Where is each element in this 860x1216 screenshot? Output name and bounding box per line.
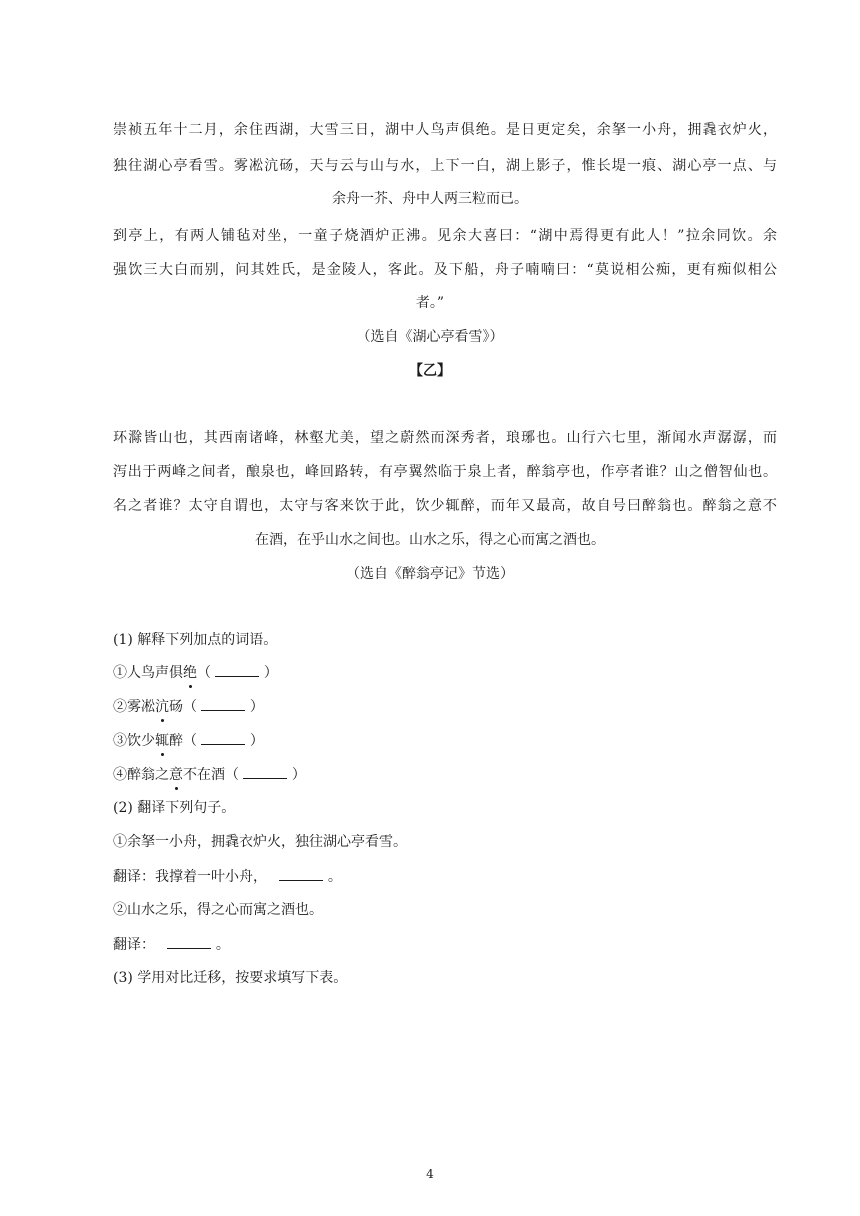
translation-prefix: 翻译：我撑着一叶小舟， (113, 869, 267, 885)
question-2-sentence-1: ①余拏一小舟，拥毳衣炉火，独往湖心亭看雪。 (113, 834, 407, 850)
passage-jia-line-3: 余舟一芥、舟中人两三粒而已。 (332, 191, 528, 207)
question-2-translation-2 (113, 934, 230, 954)
item-close: ） (249, 733, 264, 749)
translation-prefix: 翻译： (113, 937, 155, 953)
item-text-before: ④醉翁之 (113, 767, 169, 783)
dotted-word: 辄 (155, 733, 169, 749)
translation-suffix: 。 (215, 937, 230, 953)
answer-blank[interactable] (201, 696, 245, 711)
item-text-after: 砀（ (169, 699, 197, 715)
question-1-item-4 (113, 764, 306, 784)
answer-blank[interactable] (279, 866, 323, 881)
dotted-word: 意 (169, 767, 183, 783)
question-3-prompt: (3) 学用对比迁移，按要求填写下表。 (113, 970, 348, 986)
item-text-after: 不在酒（ (183, 767, 239, 783)
dotted-word: 沆 (155, 699, 169, 715)
item-text-after: 醉（ (169, 733, 197, 749)
passage-jia-line-1: 崇祯五年十二月，余住西湖，大雪三日，湖中人鸟声俱绝。是日更定矣，余拏一小舟，拥毳衣炉火， (113, 122, 777, 138)
question-2-translation-1 (113, 866, 342, 886)
item-text-after: （ (197, 665, 211, 681)
item-close: ） (291, 767, 306, 783)
item-text-before: ①人鸟声俱 (113, 665, 183, 681)
passage-yi-line-4: 在酒，在乎山水之间也。山水之乐，得之心而寓之酒也。 (255, 532, 605, 548)
item-close: ） (263, 665, 278, 681)
passage-yi-line-1: 环滁皆山也，其西南诸峰，林壑尤美，望之蔚然而深秀者，琅琊也。山行六七里，渐闻水声潺潺，而 (113, 430, 777, 446)
answer-blank[interactable] (167, 934, 211, 949)
question-1-item-2 (113, 696, 264, 716)
question-2-sentence-2: ②山水之乐，得之心而寓之酒也。 (113, 902, 323, 918)
passage-jia-line-4: 到亭上，有两人铺毡对坐，一童子烧酒炉正沸。见余大喜曰：“湖中焉得更有此人！”拉余同饮。余 (113, 228, 777, 244)
answer-blank[interactable] (243, 764, 287, 779)
passage-jia-source: （选自《湖心亭看雪》） (356, 329, 504, 345)
question-1-item-1 (113, 662, 278, 682)
answer-blank[interactable] (201, 730, 245, 745)
page-number: 4 (426, 1167, 434, 1181)
passage-jia-line-2: 独往湖心亭看雪。雾凇沆砀，天与云与山与水，上下一白，湖上影子，惟长堤一痕、湖心亭一点、与 (113, 158, 777, 174)
passage-jia-line-6: 者。” (415, 295, 445, 311)
passage-yi-line-3: 名之者谁？太守自谓也，太守与客来饮于此，饮少辄醉，而年又最高，故自号曰醉翁也。醉翁之意不 (113, 498, 777, 514)
item-text-before: ③饮少 (113, 733, 155, 749)
question-2-prompt: (2) 翻译下列句子。 (113, 800, 236, 816)
question-1-item-3 (113, 730, 264, 750)
dotted-word: 绝 (183, 665, 197, 681)
answer-blank[interactable] (215, 662, 259, 677)
item-close: ） (249, 699, 264, 715)
translation-suffix: 。 (327, 869, 342, 885)
passage-yi-source: （选自《醉翁亭记》节选） (346, 566, 514, 582)
question-1-prompt: (1) 解释下列加点的词语。 (113, 632, 278, 648)
item-text-before: ②雾凇 (113, 699, 155, 715)
passage-jia-line-5: 强饮三大白而别，问其姓氏，是金陵人，客此。及下船，舟子喃喃曰：“莫说相公痴，更有痴似相公 (113, 262, 777, 278)
passage-yi-line-2: 泻出于两峰之间者，酿泉也，峰回路转，有亭翼然临于泉上者，醉翁亭也，作亭者谁？山之僧智仙也。 (113, 464, 777, 480)
passage-yi-heading: 【乙】 (409, 363, 451, 379)
